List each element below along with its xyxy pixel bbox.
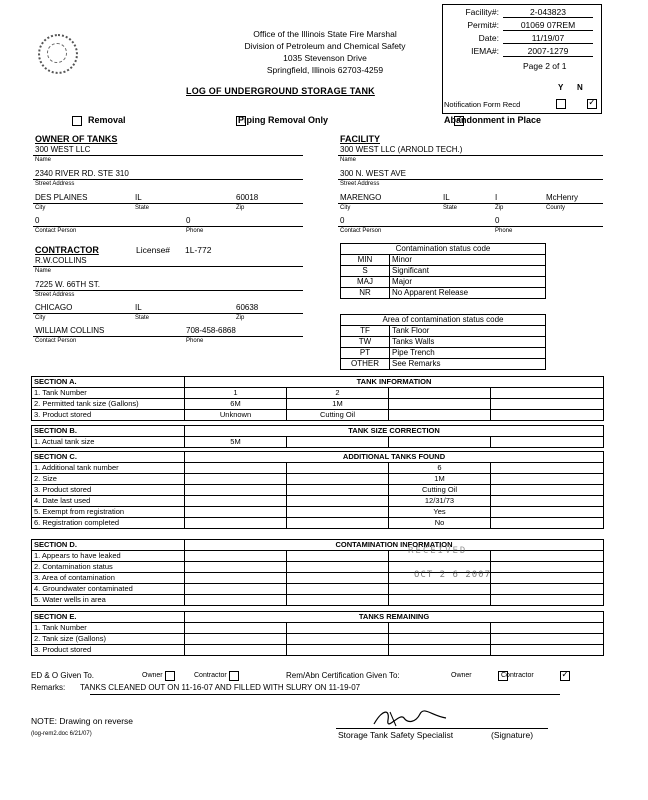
row-label: 4. Date last used — [32, 496, 185, 507]
facility-name: 300 WEST LLC (ARNOLD TECH.) — [340, 145, 463, 154]
cell: No — [389, 518, 491, 529]
row-label: 1. Additional tank number — [32, 463, 185, 474]
date-row — [443, 33, 601, 44]
cell: 6M — [185, 399, 287, 410]
facility-number-row — [443, 7, 601, 18]
cell: 6 — [389, 463, 491, 474]
document-title: LOG OF UNDERGROUND STORAGE TANK — [186, 86, 375, 96]
row-label: 6. Registration completed — [32, 518, 185, 529]
cert-contractor-checkbox[interactable] — [560, 671, 570, 681]
owner-state: IL — [135, 193, 142, 202]
permit-label: Permit#: — [467, 20, 499, 30]
removal-label: Removal — [88, 115, 126, 125]
facility-name-sublabel: Name — [340, 157, 357, 163]
code-maj: MAJ — [341, 277, 390, 288]
ed-given-label: ED & O Given To. — [31, 671, 94, 680]
code-nr: NR — [341, 288, 390, 299]
iema-row — [443, 46, 601, 57]
contractor-street: 7225 W. 66TH ST. — [35, 280, 100, 289]
abandonment-label: Abandonment in Place — [444, 115, 542, 125]
contractor-street-sublabel: Street Address — [35, 292, 75, 298]
contractor-state: IL — [135, 303, 142, 312]
owner-zip-sublabel: Zip — [236, 205, 245, 211]
row-label: 5. Exempt from registration — [32, 507, 185, 518]
piping-removal-label: Piping Removal Only — [238, 115, 329, 125]
ed-owner-label: Owner — [142, 672, 163, 679]
section-e-label: SECTION E. — [32, 612, 185, 623]
row-label: 3. Product stored — [32, 485, 185, 496]
facility-zip: I — [495, 193, 498, 202]
cert-contractor-label: Contractor — [501, 672, 534, 679]
row-label: 2. Tank size (Gallons) — [32, 634, 185, 645]
office-header — [180, 28, 470, 76]
code-maj-desc: Major — [390, 277, 546, 288]
table-row — [32, 437, 604, 448]
ed-owner-checkbox[interactable] — [165, 671, 175, 681]
state-seal-inner — [47, 43, 67, 63]
office-line-1: Office of the Illinois State Fire Marshal — [253, 29, 397, 39]
cell: 1M — [287, 399, 389, 410]
contractor-phone: 708-458-6868 — [186, 326, 236, 335]
ed-contractor-label: Contractor — [194, 672, 227, 679]
facility-zip-sublabel: Zip — [495, 205, 504, 211]
cell: 1M — [389, 474, 491, 485]
contractor-header: CONTRACTOR — [35, 245, 99, 255]
row-label: 2. Permitted tank size (Gallons) — [32, 399, 185, 410]
contractor-contact-sublabel: Contact Person — [35, 338, 77, 344]
section-b-table — [31, 425, 604, 448]
date-value: 11/19/07 — [503, 33, 593, 44]
iema-value: 2007-1279 — [503, 46, 593, 57]
yes-column-label: Y — [558, 83, 564, 92]
received-stamp — [400, 546, 520, 608]
row-label: 3. Product stored — [32, 645, 185, 656]
code-other: OTHER — [341, 359, 390, 370]
facility-header: FACILITY — [340, 134, 380, 144]
code-nr-desc: No Apparent Release — [390, 288, 546, 299]
facility-county: McHenry — [546, 193, 579, 202]
row-label: 5. Water wells in area — [32, 595, 185, 606]
section-d-label: SECTION D. — [32, 540, 185, 551]
owner-city: DES PLAINES — [35, 193, 88, 202]
table-row — [32, 463, 604, 474]
facility-city: MARENGO — [340, 193, 382, 202]
code-pt: PT — [341, 348, 390, 359]
owner-contact: 0 — [35, 216, 40, 225]
removal-checkbox[interactable] — [72, 116, 82, 126]
notification-label: Notification Form Recd — [444, 100, 521, 109]
cell: 1 — [185, 388, 287, 399]
permit-row — [443, 20, 601, 31]
ed-contractor-checkbox[interactable] — [229, 671, 239, 681]
cert-given-label: Rem/Abn Certification Given To: — [286, 671, 400, 680]
code-other-desc: See Remarks — [390, 359, 546, 370]
code-min: MIN — [341, 255, 390, 266]
code-tw: TW — [341, 337, 390, 348]
section-a-label: SECTION A. — [32, 377, 185, 388]
no-column-label: N — [577, 83, 583, 92]
row-label: 2. Size — [32, 474, 185, 485]
section-c-label: SECTION C. — [32, 452, 185, 463]
table-row — [32, 645, 604, 656]
code-tf: TF — [341, 326, 390, 337]
row-label: 2. Contamination status — [32, 562, 185, 573]
facility-state-sublabel: State — [443, 205, 458, 211]
section-b-label: SECTION B. — [32, 426, 185, 437]
table-row — [32, 399, 604, 410]
stamp-line-1: RECEIVED — [408, 546, 468, 556]
section-d-title: CONTAMINATION INFORMATION — [185, 540, 604, 551]
section-a-table — [31, 376, 604, 421]
facility-county-sublabel: County — [546, 205, 566, 211]
facility-city-sublabel: City — [340, 205, 351, 211]
contamination-code-table — [340, 243, 546, 299]
cell: 5M — [185, 437, 287, 448]
stamp-line-2: OCT 2 6 2007 — [414, 570, 492, 580]
table-row — [32, 634, 604, 645]
office-line-2: Division of Petroleum and Chemical Safety — [244, 41, 406, 51]
code-tw-desc: Tanks Walls — [390, 337, 546, 348]
owner-contact-sublabel: Contact Person — [35, 228, 77, 234]
section-e-table — [31, 611, 604, 656]
contractor-zip: 60638 — [236, 303, 259, 312]
table-row — [32, 507, 604, 518]
table-row — [32, 410, 604, 421]
section-e-title: TANKS REMAINING — [185, 612, 604, 623]
area-code-table — [340, 314, 546, 370]
section-c-table — [31, 451, 604, 529]
cert-owner-label: Owner — [451, 672, 472, 679]
section-c-title: ADDITIONAL TANKS FOUND — [185, 452, 604, 463]
owner-state-sublabel: State — [135, 205, 150, 211]
notification-yes-checkbox[interactable] — [556, 99, 566, 109]
owner-street-sublabel: Street Address — [35, 181, 75, 187]
owner-zip: 60018 — [236, 193, 259, 202]
owner-name: 300 WEST LLC — [35, 145, 91, 154]
remarks-text: TANKS CLEANED OUT ON 11-16-07 AND FILLED WITH SLURY ON 11-19-07 — [80, 683, 361, 692]
cell: 2 — [287, 388, 389, 399]
contamination-code-title: Contamination status code — [341, 244, 546, 255]
code-s: S — [341, 266, 390, 277]
owner-header: OWNER OF TANKS — [35, 134, 118, 144]
facility-number-label: Facility#: — [465, 7, 499, 17]
office-line-4: Springfield, Illinois 62703-4259 — [266, 65, 384, 75]
facility-contact-sublabel: Contact Person — [340, 228, 382, 234]
code-min-desc: Minor — [390, 255, 546, 266]
section-a-title: TANK INFORMATION — [185, 377, 604, 388]
row-label: 3. Product stored — [32, 410, 185, 421]
office-line-3: 1035 Stevenson Drive — [283, 53, 367, 63]
cell: Cutting Oil — [389, 485, 491, 496]
row-label: 1. Tank Number — [32, 623, 185, 634]
table-row — [32, 518, 604, 529]
inspector-signature-icon — [370, 706, 450, 730]
table-row — [32, 496, 604, 507]
contractor-city-sublabel: City — [35, 315, 46, 321]
area-code-title: Area of contamination status code — [341, 315, 546, 326]
table-row — [32, 474, 604, 485]
drawing-note: NOTE: Drawing on reverse — [31, 716, 134, 726]
row-label: 1. Actual tank size — [32, 437, 185, 448]
cell: Yes — [389, 507, 491, 518]
permit-value: 01069 07REM — [503, 20, 593, 31]
iema-label: IEMA#: — [471, 46, 499, 56]
contractor-name: R.W.COLLINS — [35, 256, 87, 265]
facility-number-value: 2-043823 — [503, 7, 593, 18]
section-b-title: TANK SIZE CORRECTION — [185, 426, 604, 437]
contractor-contact: WILLIAM COLLINS — [35, 326, 105, 335]
owner-phone-sublabel: Phone — [186, 228, 204, 234]
row-label: 1. Tank Number — [32, 388, 185, 399]
license-number: 1L-772 — [185, 245, 212, 255]
form-id: (log-rem2.doc 6/21/07) — [31, 731, 92, 737]
table-row — [32, 485, 604, 496]
contractor-state-sublabel: State — [135, 315, 150, 321]
cell: Unknown — [185, 410, 287, 421]
owner-name-sublabel: Name — [35, 157, 52, 163]
row-label: 4. Groundwater contaminated — [32, 584, 185, 595]
facility-state: IL — [443, 193, 450, 202]
specialist-label: Storage Tank Safety Specialist — [338, 730, 454, 740]
date-label: Date: — [478, 33, 499, 43]
owner-phone: 0 — [186, 216, 191, 225]
cell: Cutting Oil — [287, 410, 389, 421]
facility-contact: 0 — [340, 216, 345, 225]
contractor-zip-sublabel: Zip — [236, 315, 245, 321]
contractor-city: CHICAGO — [35, 303, 73, 312]
contractor-name-sublabel: Name — [35, 268, 52, 274]
facility-phone: 0 — [495, 216, 500, 225]
table-row — [32, 388, 604, 399]
page-count: Page 2 of 1 — [523, 61, 567, 71]
notification-no-checkbox[interactable] — [587, 99, 597, 109]
facility-info-box — [442, 4, 602, 114]
code-tf-desc: Tank Floor — [390, 326, 546, 337]
cell: 12/31/73 — [389, 496, 491, 507]
contractor-phone-sublabel: Phone — [186, 338, 204, 344]
row-label: 1. Appears to have leaked — [32, 551, 185, 562]
signature-label: (Signature) — [491, 730, 534, 740]
row-label: 3. Area of contamination — [32, 573, 185, 584]
code-pt-desc: Pipe Trench — [390, 348, 546, 359]
facility-phone-sublabel: Phone — [495, 228, 513, 234]
table-row — [32, 623, 604, 634]
facility-street: 300 N. WEST AVE — [340, 169, 406, 178]
remarks-label: Remarks: — [31, 683, 66, 692]
license-label: License# — [136, 245, 171, 255]
code-s-desc: Significant — [390, 266, 546, 277]
facility-street-sublabel: Street Address — [340, 181, 380, 187]
owner-city-sublabel: City — [35, 205, 46, 211]
owner-street: 2340 RIVER RD. STE 310 — [35, 169, 129, 178]
